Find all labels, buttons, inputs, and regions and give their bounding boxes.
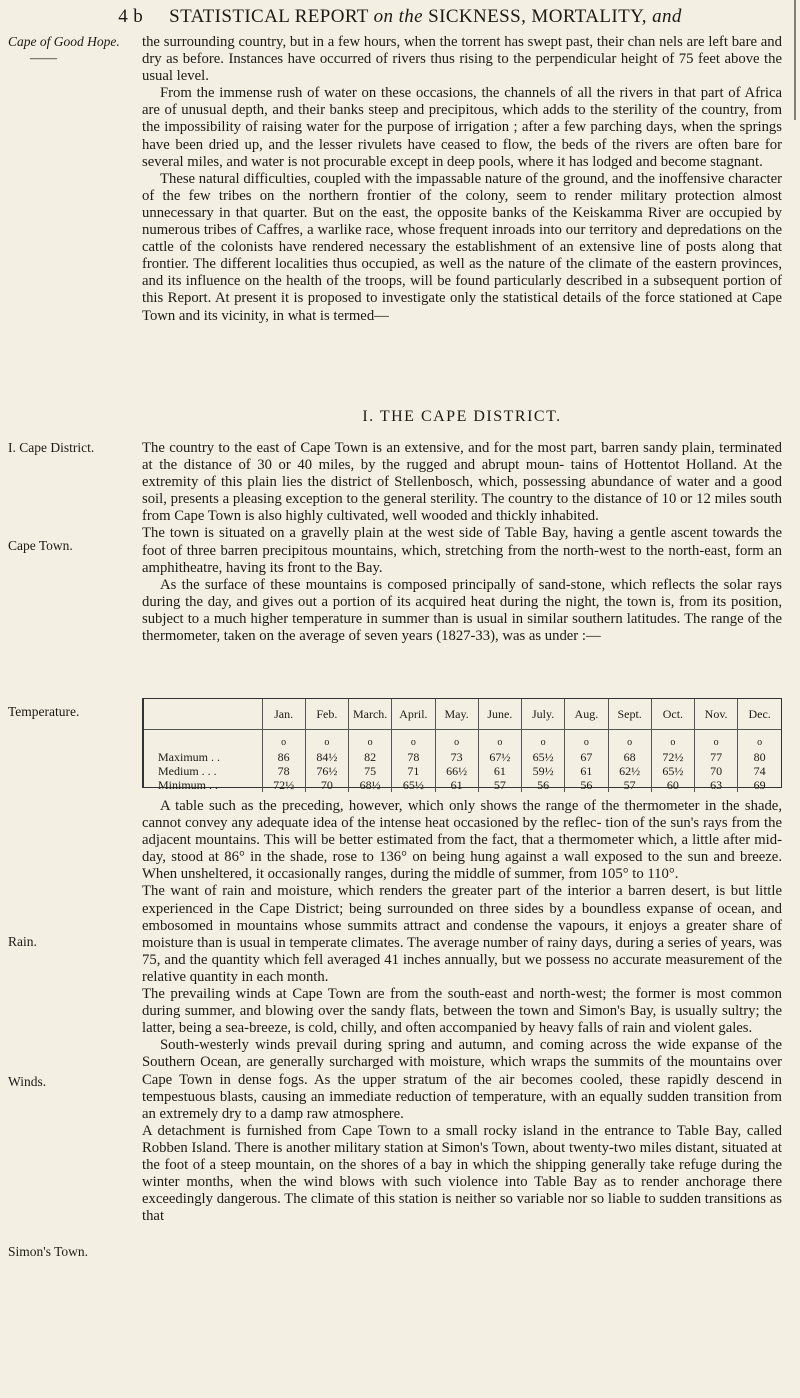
table-cell: 86 <box>262 750 305 764</box>
paragraph: From the immense rush of water on these occasions, the channels of all the rivers in that part of Africa are of unusual depth, and their banks steep and precipitous, which adds to the sterility of the country, from the impossibility of raising water for the purpose of irrigation ; after a few parching days, when the springs have been dried up, and the lesser rivulets have ceased to flow, the beds of the rivers are often bare for several miles, and water is not procurable except in deep pools, where it has lodged and become stagnant. <box>142 85 782 170</box>
paragraph: A detachment is furnished from Cape Town to a small rocky island in the entrance to Table Bay, called Robben Island. There is another military station at Simon's Town, about twenty-two miles distant, situated at the foot of a steep mountain, on the shores of a bay in which the shipping generally take refuge during the winter months, when the wind blows with such violence into Table Bay as to render anchorage there exceedingly dangerous. The climate of this station is neither so variable nor so liable to sudden transitions as that <box>142 1122 782 1225</box>
paragraph: As the surface of these mountains is composed principally of sand-stone, which reflects the solar rays during the day, and gives out a portion of its acquired heat during the night, the town is, from its position, subject to a much higher temperature in summer than is usual in similar southern latitudes. The range of the thermometer, taken on the average of seven years (1827-33), was as under :— <box>142 576 782 645</box>
paragraph: The prevailing winds at Cape Town are from the south-east and north-west; the former is most common during summer, and blowing over the sandy flats, between the town and Simon's Bay, is usually sultry; the latter, being a sea-breeze, is cold, chilly, and often accompanied by heavy falls of rain and violent gales. <box>142 986 782 1037</box>
table-cell: 56 <box>522 778 565 792</box>
table-cell: 59½ <box>522 764 565 778</box>
margin-note-temperature: Temperature. <box>8 704 80 719</box>
table-cell: 76½ <box>305 764 348 778</box>
degree-mark: o <box>262 730 305 751</box>
degree-mark: o <box>522 730 565 751</box>
header-title-and: and <box>652 6 682 27</box>
month-header: April. <box>392 699 435 730</box>
table-cell: 57 <box>478 778 521 792</box>
degree-mark: o <box>608 730 651 751</box>
header-title-on: on <box>373 6 394 27</box>
month-header: Oct. <box>651 699 694 730</box>
margin-note-rain: Rain. <box>8 934 37 949</box>
section-title: I. THE CAPE DISTRICT. <box>362 408 562 425</box>
table-cell: 61 <box>565 764 608 778</box>
table-cell: 73 <box>435 750 478 764</box>
table-cell: 71 <box>392 764 435 778</box>
degree-mark: o <box>651 730 694 751</box>
margin-note-cape-good-hope: Cape of Good Hope. <box>8 34 120 49</box>
paragraph: The want of rain and moisture, which renders the greater part of the interior a barren desert, is but little experienced in the Cape District; being surrounded on three sides by a boundless expanse of ocean, and embosomed in mountains whose summits attract and condense the vapours, it enjoys a greater share of moisture than is usual in temperate climates. The average number of rainy days, during a series of years, was 75, and the quantity which fell averaged 41 inches annually, but we possess no accurate measurement of the relative quantity in each month. <box>142 883 782 985</box>
table-cell: 70 <box>695 764 738 778</box>
table-cell: 65½ <box>392 778 435 792</box>
table-cell: 70 <box>305 778 348 792</box>
table-header-row <box>144 699 781 730</box>
margin-note-simons-town: Simon's Town. <box>8 1244 89 1259</box>
table-cell: 77 <box>695 750 738 764</box>
table-cell: 57 <box>608 778 651 792</box>
degree-mark: o <box>565 730 608 751</box>
table-cell: 65½ <box>651 764 694 778</box>
paragraph: the surrounding country, but in a few hours, when the torrent has swept past, their chan nels are left bare and dry as before. Instances have occurred of rivers thus rising to the perpendicular height of 75 feet above the usual level. <box>142 34 782 85</box>
intro-text <box>142 34 782 325</box>
running-header <box>0 6 800 28</box>
table-row-medium <box>144 764 781 778</box>
table-cell: 60 <box>651 778 694 792</box>
row-label: Minimum . . <box>158 778 219 792</box>
paragraph: The town is situated on a gravelly plain at the west side of Table Bay, having a gentle ascent towards the foot of three barren precipitous mountains, which, stretching from the north-west to the north-east, form an amphitheatre, having its front to the Bay. <box>142 525 782 576</box>
table-cell: 68 <box>608 750 651 764</box>
degree-mark: o <box>478 730 521 751</box>
table-cell: 78 <box>392 750 435 764</box>
table-cell: 66½ <box>435 764 478 778</box>
table-cell: 67 <box>565 750 608 764</box>
table-row-minimum <box>144 778 781 792</box>
degree-mark: o <box>305 730 348 751</box>
margin-note-cape-town: Cape Town. <box>8 538 73 553</box>
thermometer-table <box>142 698 782 792</box>
degree-mark: o <box>435 730 478 751</box>
degree-row-label <box>144 730 262 751</box>
month-header: Feb. <box>305 699 348 730</box>
paragraph: South-westerly winds prevail during spring and autumn, and coming across the wide expanse of the Southern Ocean, are generally surcharged with moisture, which wraps the summits of the mountains over Cape Town in dense fogs. As the upper stratum of the air becomes cooled, these rapidly descend in tempestuous blasts, causing an immediate reduction of temperature, with an equally sudden transition from an extremely dry to a damp raw atmosphere. <box>142 1037 782 1122</box>
month-header: March. <box>349 699 392 730</box>
month-header: Aug. <box>565 699 608 730</box>
table-cell: 56 <box>565 778 608 792</box>
degree-mark: o <box>695 730 738 751</box>
table-cell: 69 <box>738 778 781 792</box>
table-header-blank <box>144 699 262 730</box>
header-title-the: the <box>393 6 429 27</box>
month-header: July. <box>522 699 565 730</box>
table-cell: 67½ <box>478 750 521 764</box>
margin-note-winds: Winds. <box>8 1074 47 1089</box>
row-label: Medium . . . <box>158 764 217 778</box>
row-label: Maximum . . <box>158 750 220 764</box>
month-header: Nov. <box>695 699 738 730</box>
after-table-text <box>142 798 782 1225</box>
table-cell: 74 <box>738 764 781 778</box>
month-header: Sept. <box>608 699 651 730</box>
table-cell: 80 <box>738 750 781 764</box>
margin-note-cape-district: I. Cape District. <box>8 440 95 455</box>
table-cell: 61 <box>478 764 521 778</box>
table-cell: 72½ <box>262 778 305 792</box>
header-title-part: STATISTICAL REPORT <box>169 6 374 27</box>
header-title-sickness: SICKNESS, MORTALITY, <box>428 6 653 27</box>
month-header: May. <box>435 699 478 730</box>
table-cell: 84½ <box>305 750 348 764</box>
table-cell: 65½ <box>522 750 565 764</box>
page-number: 4 b <box>118 6 144 27</box>
degree-mark: o <box>738 730 781 751</box>
table-cell: 68½ <box>349 778 392 792</box>
month-header: Dec. <box>738 699 781 730</box>
district-text <box>142 440 782 645</box>
paragraph: The country to the east of Cape Town is an extensive, and for the most part, barren sandy plain, terminated at the distance of 30 or 40 miles, by the rugged and abrupt moun- tains of Hottentot Holland. At the extremity of this plain lies the district of Stellenbosch, which, possessing abundance of water and a good soil, presents a pleasing exception to the general sterility. The country to the distance of 10 or 12 miles south from Cape Town is also highly cultivated, well wooded and thickly inhabited. <box>142 440 782 525</box>
degree-row <box>144 730 781 751</box>
paragraph: These natural difficulties, coupled with the impassable nature of the ground, and the inoffensive character of the few tribes on the northern frontier of the colony, seem to render military protection almost unnecessary in that quarter. But on the east, the opposite banks of the Keiskamma River are occupied by numerous tribes of Caffres, a warlike race, whose frequent inroads into our territory and depredations on the cattle of the colonists have rendered necessary the establishment of an extensive line of posts along that frontier. The different localities thus occupied, as well as the nature of the climate of the eastern provinces, and its influence on the health of the troops, will be found particularly described in a subsequent portion of this Report. At present it is proposed to investigate only the statistical details of the force stationed at Cape Town and its vicinity, in what is termed— <box>142 170 782 324</box>
table-cell: 75 <box>349 764 392 778</box>
thermometer-table-grid <box>144 699 781 792</box>
margin-dash: —— <box>30 50 57 65</box>
table-cell: 72½ <box>651 750 694 764</box>
table-cell: 78 <box>262 764 305 778</box>
table-cell: 62½ <box>608 764 651 778</box>
degree-mark: o <box>392 730 435 751</box>
degree-mark: o <box>349 730 392 751</box>
month-header: Jan. <box>262 699 305 730</box>
table-cell: 63 <box>695 778 738 792</box>
month-header: June. <box>478 699 521 730</box>
table-cell: 82 <box>349 750 392 764</box>
table-row-maximum <box>144 750 781 764</box>
table-cell: 61 <box>435 778 478 792</box>
paragraph: A table such as the preceding, however, which only shows the range of the thermometer in the shade, cannot convey any adequate idea of the intense heat occasioned by the reflec- tion of the sun's rays from the adjacent mountains. This will be better estimated from the fact, that a thermometer which, a little after mid-day, stood at 86° in the shade, rose to 136° on being hung against a wall exposed to the sun and breeze. When unsheltered, it occasionally ranges, during the middle of summer, from 105° to 110°. <box>142 798 782 883</box>
